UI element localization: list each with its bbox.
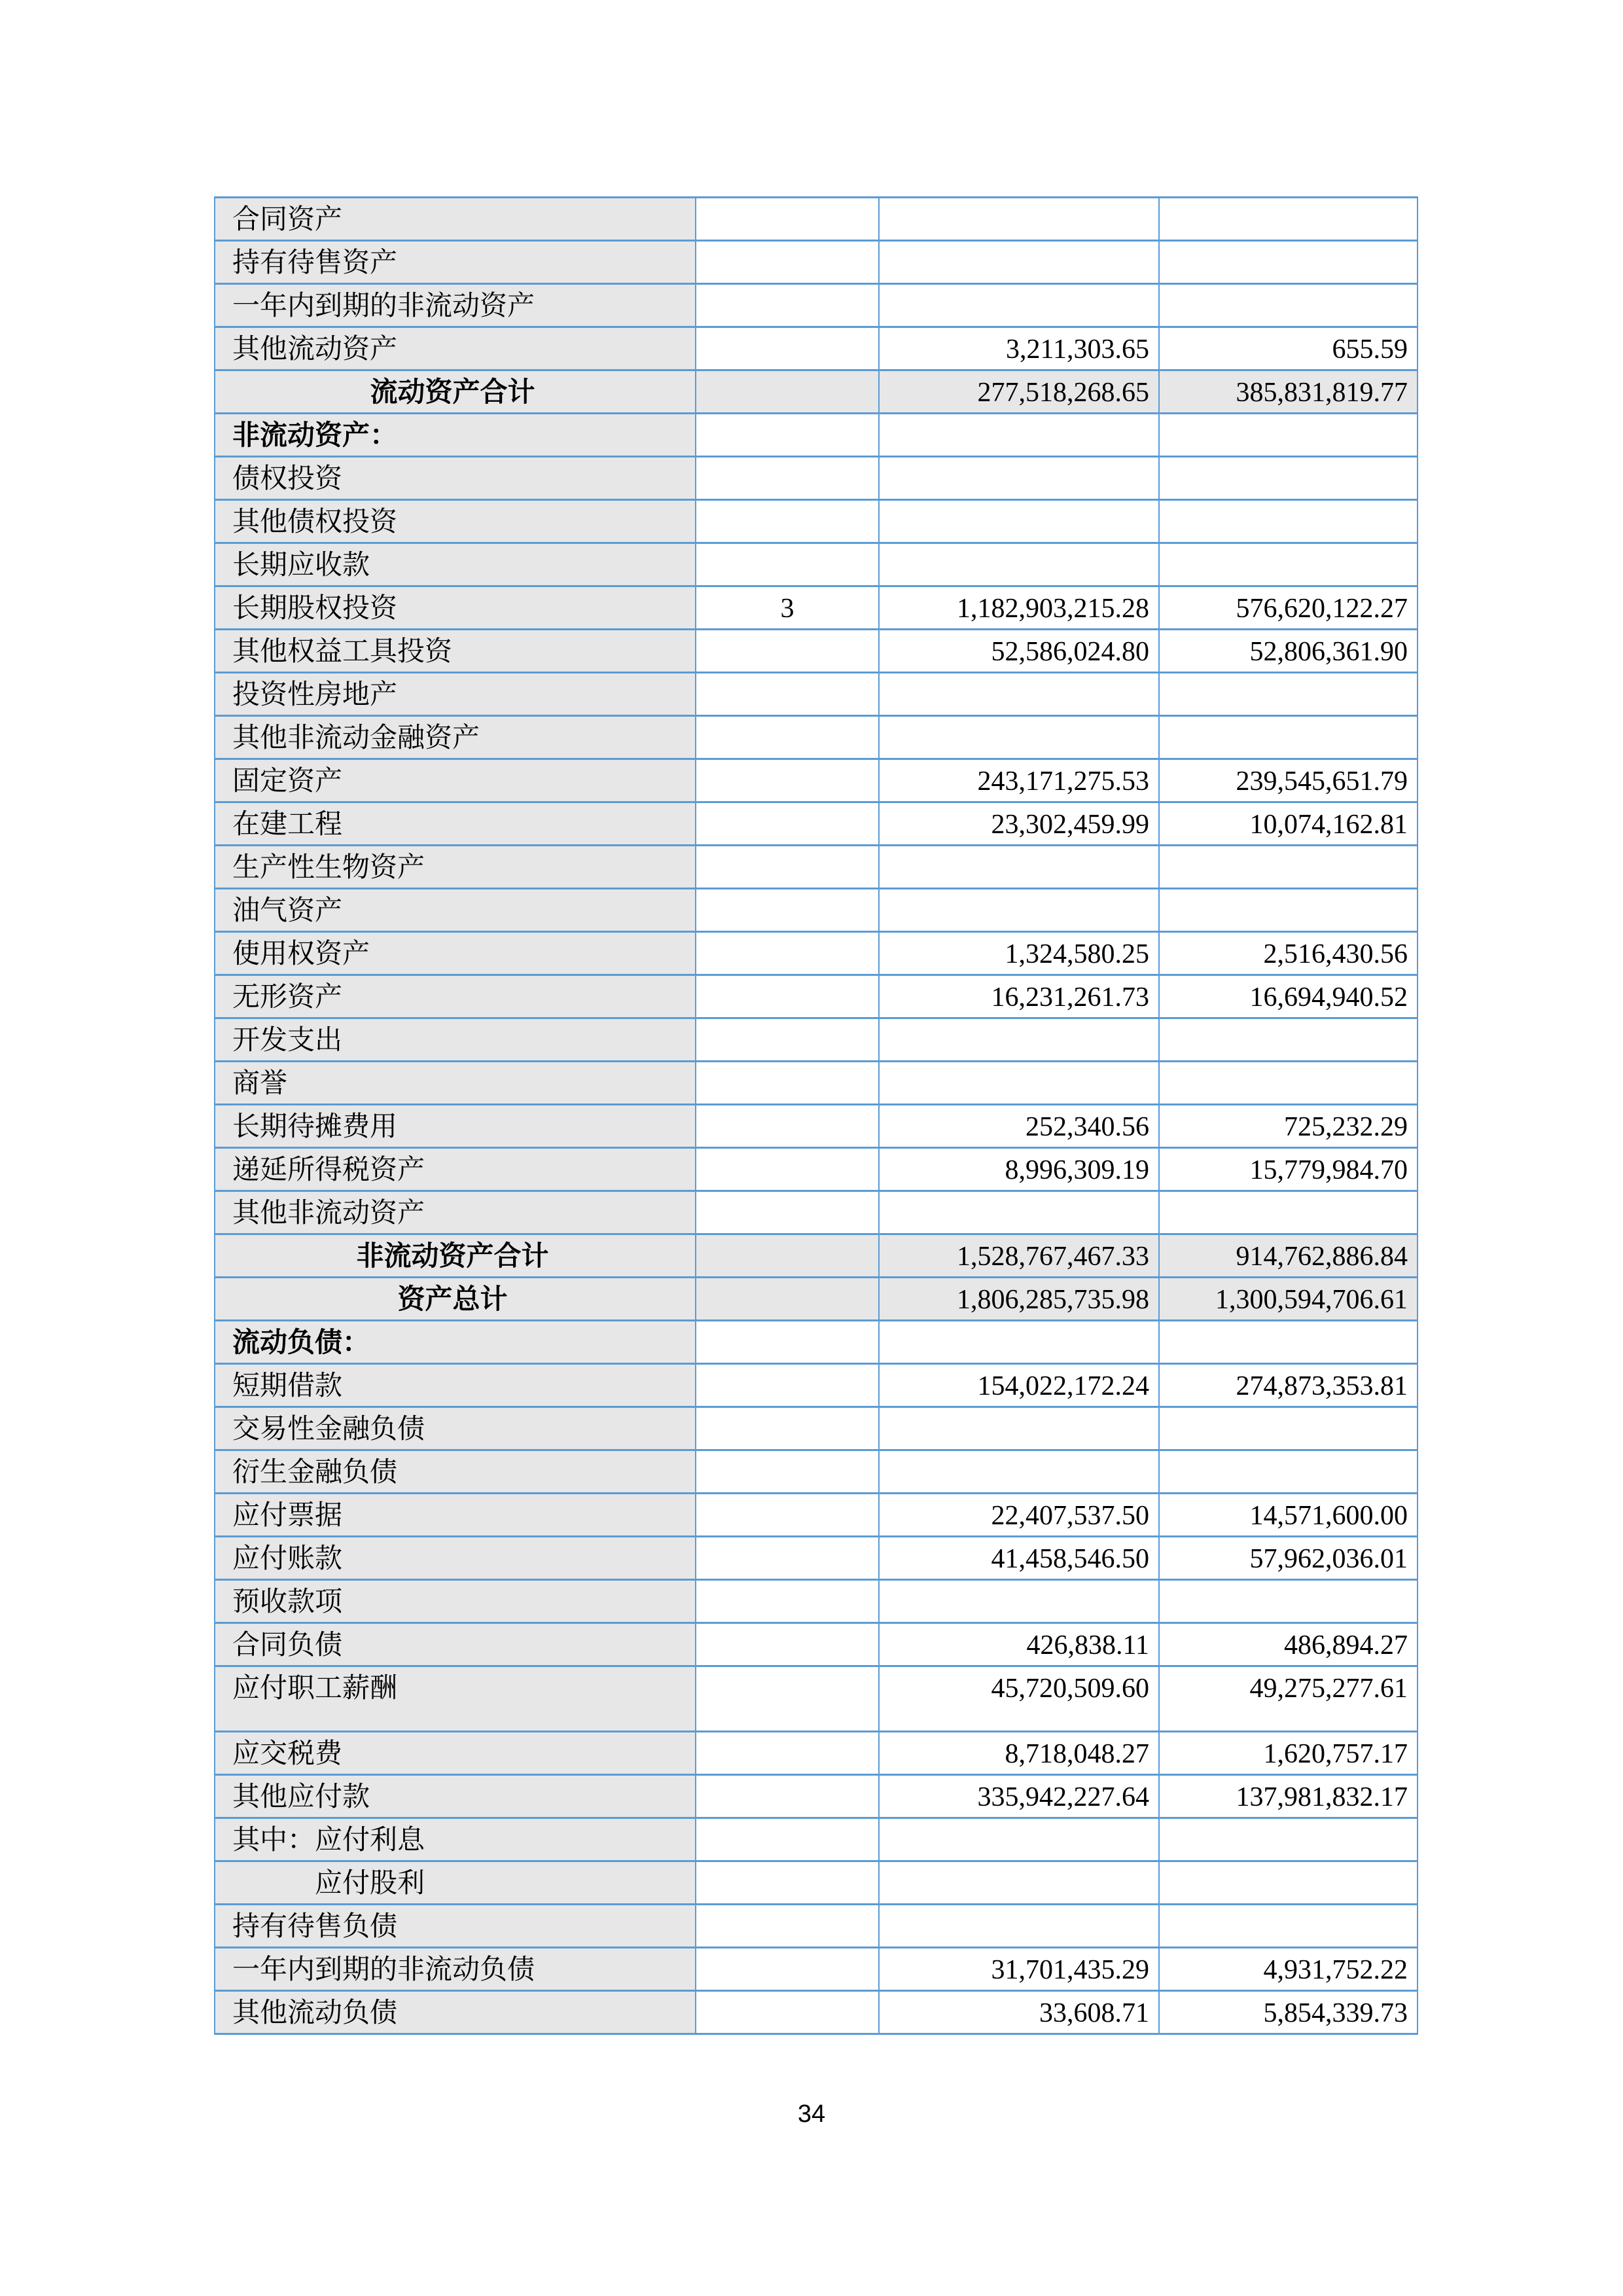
table-row — [215, 1191, 1418, 1234]
table-row — [215, 500, 1418, 543]
row-label-cell: 非流动资产合计 — [215, 1234, 696, 1278]
note-number-cell — [696, 1861, 879, 1905]
prior-period-amount-cell: 2,516,430.56 — [1159, 932, 1418, 975]
row-label-cell: 投资性房地产 — [215, 673, 696, 716]
note-number-cell — [696, 284, 879, 327]
current-period-amount-cell: 52,586,024.80 — [879, 630, 1159, 673]
prior-period-amount-cell: 239,545,651.79 — [1159, 759, 1418, 802]
table-row — [215, 241, 1418, 284]
row-label-cell: 其他非流动金融资产 — [215, 716, 696, 759]
current-period-amount-cell — [879, 889, 1159, 932]
note-number-cell — [696, 1948, 879, 1991]
note-number-cell — [696, 1234, 879, 1278]
current-period-amount-cell: 8,996,309.19 — [879, 1148, 1159, 1191]
row-label-cell: 交易性金融负债 — [215, 1407, 696, 1450]
table-row — [215, 1991, 1418, 2034]
note-number-cell — [696, 975, 879, 1018]
prior-period-amount-cell: 15,779,984.70 — [1159, 1148, 1418, 1191]
note-number-cell — [696, 241, 879, 284]
prior-period-amount-cell — [1159, 1818, 1418, 1861]
prior-period-amount-cell — [1159, 414, 1418, 457]
note-number-cell — [696, 198, 879, 241]
note-number-cell — [696, 1018, 879, 1062]
current-period-amount-cell: 1,528,767,467.33 — [879, 1234, 1159, 1278]
current-period-amount-cell: 243,171,275.53 — [879, 759, 1159, 802]
current-period-amount-cell: 33,608.71 — [879, 1991, 1159, 2034]
row-label-cell: 开发支出 — [215, 1018, 696, 1062]
prior-period-amount-cell — [1159, 241, 1418, 284]
current-period-amount-cell: 1,324,580.25 — [879, 932, 1159, 975]
note-number-cell — [696, 673, 879, 716]
current-period-amount-cell — [879, 284, 1159, 327]
current-period-amount-cell — [879, 1905, 1159, 1948]
note-number-cell — [696, 1905, 879, 1948]
prior-period-amount-cell: 10,074,162.81 — [1159, 802, 1418, 846]
current-period-amount-cell — [879, 414, 1159, 457]
table-row — [215, 1948, 1418, 1991]
note-number-cell — [696, 1191, 879, 1234]
prior-period-amount-cell — [1159, 1018, 1418, 1062]
current-period-amount-cell — [879, 1321, 1159, 1364]
current-period-amount-cell — [879, 1450, 1159, 1494]
note-number-cell — [696, 802, 879, 846]
row-label-cell: 无形资产 — [215, 975, 696, 1018]
prior-period-amount-cell: 16,694,940.52 — [1159, 975, 1418, 1018]
table-row — [215, 414, 1418, 457]
row-label-cell: 合同负债 — [215, 1623, 696, 1666]
current-period-amount-cell: 154,022,172.24 — [879, 1364, 1159, 1407]
table-row — [215, 802, 1418, 846]
row-label-cell: 应付账款 — [215, 1537, 696, 1580]
prior-period-amount-cell: 486,894.27 — [1159, 1623, 1418, 1666]
current-period-amount-cell: 16,231,261.73 — [879, 975, 1159, 1018]
table-row — [215, 1905, 1418, 1948]
prior-period-amount-cell: 57,962,036.01 — [1159, 1537, 1418, 1580]
note-number-cell — [696, 1062, 879, 1105]
note-number-cell — [696, 327, 879, 370]
table-row — [215, 1105, 1418, 1148]
note-number-cell — [696, 1580, 879, 1623]
note-number-cell — [696, 846, 879, 889]
current-period-amount-cell: 8,718,048.27 — [879, 1732, 1159, 1775]
current-period-amount-cell — [879, 1062, 1159, 1105]
balance-sheet-table — [214, 196, 1418, 2035]
prior-period-amount-cell — [1159, 889, 1418, 932]
prior-period-amount-cell: 52,806,361.90 — [1159, 630, 1418, 673]
table-row — [215, 1666, 1418, 1732]
note-number-cell — [696, 1623, 879, 1666]
table-row — [215, 543, 1418, 586]
row-label-cell: 一年内到期的非流动资产 — [215, 284, 696, 327]
prior-period-amount-cell — [1159, 543, 1418, 586]
prior-period-amount-cell — [1159, 284, 1418, 327]
row-label-cell: 短期借款 — [215, 1364, 696, 1407]
note-number-cell — [696, 716, 879, 759]
prior-period-amount-cell: 274,873,353.81 — [1159, 1364, 1418, 1407]
prior-period-amount-cell — [1159, 198, 1418, 241]
prior-period-amount-cell: 655.59 — [1159, 327, 1418, 370]
row-label-cell: 商誉 — [215, 1062, 696, 1105]
prior-period-amount-cell — [1159, 1905, 1418, 1948]
page-number: 34 — [797, 2100, 826, 2128]
note-number-cell — [696, 1450, 879, 1494]
prior-period-amount-cell: 5,854,339.73 — [1159, 1991, 1418, 2034]
row-label-cell: 长期股权投资 — [215, 586, 696, 630]
note-number-cell — [696, 500, 879, 543]
table-row — [215, 1018, 1418, 1062]
table-row — [215, 889, 1418, 932]
note-number-cell — [696, 1278, 879, 1321]
table-row — [215, 198, 1418, 241]
note-number-cell — [696, 1818, 879, 1861]
current-period-amount-cell — [879, 500, 1159, 543]
prior-period-amount-cell: 576,620,122.27 — [1159, 586, 1418, 630]
note-number-cell — [696, 1732, 879, 1775]
note-number-cell — [696, 1494, 879, 1537]
table-row — [215, 1494, 1418, 1537]
current-period-amount-cell: 23,302,459.99 — [879, 802, 1159, 846]
current-period-amount-cell: 45,720,509.60 — [879, 1666, 1159, 1732]
row-label-cell: 其他债权投资 — [215, 500, 696, 543]
prior-period-amount-cell: 49,275,277.61 — [1159, 1666, 1418, 1732]
prior-period-amount-cell — [1159, 1062, 1418, 1105]
prior-period-amount-cell — [1159, 457, 1418, 500]
table-row — [215, 975, 1418, 1018]
current-period-amount-cell — [879, 457, 1159, 500]
row-label-cell: 使用权资产 — [215, 932, 696, 975]
table-row — [215, 1732, 1418, 1775]
row-label-cell: 应付职工薪酬 — [215, 1666, 696, 1732]
current-period-amount-cell — [879, 198, 1159, 241]
row-label-cell: 长期应收款 — [215, 543, 696, 586]
table-row — [215, 673, 1418, 716]
current-period-amount-cell — [879, 1018, 1159, 1062]
row-label-cell: 非流动资产： — [215, 414, 696, 457]
table-row — [215, 370, 1418, 414]
row-label-cell: 其他流动负债 — [215, 1991, 696, 2034]
current-period-amount-cell: 426,838.11 — [879, 1623, 1159, 1666]
row-label-cell: 应付票据 — [215, 1494, 696, 1537]
row-label-cell: 其他权益工具投资 — [215, 630, 696, 673]
row-label-cell: 油气资产 — [215, 889, 696, 932]
table-row — [215, 586, 1418, 630]
prior-period-amount-cell — [1159, 673, 1418, 716]
current-period-amount-cell — [879, 1191, 1159, 1234]
prior-period-amount-cell — [1159, 1861, 1418, 1905]
note-number-cell — [696, 1407, 879, 1450]
row-label-cell: 其他流动资产 — [215, 327, 696, 370]
row-label-cell: 其中：应付利息 — [215, 1818, 696, 1861]
note-number-cell — [696, 1105, 879, 1148]
prior-period-amount-cell: 1,300,594,706.61 — [1159, 1278, 1418, 1321]
table-row — [215, 1818, 1418, 1861]
table-row — [215, 1623, 1418, 1666]
prior-period-amount-cell — [1159, 1580, 1418, 1623]
table-row — [215, 1861, 1418, 1905]
row-label-cell: 在建工程 — [215, 802, 696, 846]
prior-period-amount-cell — [1159, 1407, 1418, 1450]
current-period-amount-cell — [879, 1580, 1159, 1623]
table-row — [215, 284, 1418, 327]
current-period-amount-cell — [879, 673, 1159, 716]
note-number-cell — [696, 1666, 879, 1732]
current-period-amount-cell: 31,701,435.29 — [879, 1948, 1159, 1991]
note-number-cell — [696, 1775, 879, 1818]
current-period-amount-cell — [879, 543, 1159, 586]
prior-period-amount-cell: 725,232.29 — [1159, 1105, 1418, 1148]
note-number-cell — [696, 543, 879, 586]
note-number-cell — [696, 1321, 879, 1364]
current-period-amount-cell — [879, 846, 1159, 889]
table-row — [215, 1775, 1418, 1818]
prior-period-amount-cell: 1,620,757.17 — [1159, 1732, 1418, 1775]
table-row — [215, 1234, 1418, 1278]
prior-period-amount-cell — [1159, 1450, 1418, 1494]
note-number-cell — [696, 759, 879, 802]
current-period-amount-cell: 1,806,285,735.98 — [879, 1278, 1159, 1321]
note-number-cell: 3 — [696, 586, 879, 630]
note-number-cell — [696, 370, 879, 414]
table-row — [215, 846, 1418, 889]
current-period-amount-cell: 252,340.56 — [879, 1105, 1159, 1148]
prior-period-amount-cell — [1159, 716, 1418, 759]
prior-period-amount-cell — [1159, 1321, 1418, 1364]
row-label-cell: 递延所得税资产 — [215, 1148, 696, 1191]
row-label-cell: 生产性生物资产 — [215, 846, 696, 889]
note-number-cell — [696, 1364, 879, 1407]
row-label-cell: 应付股利 — [215, 1861, 696, 1905]
note-number-cell — [696, 889, 879, 932]
table-row — [215, 1580, 1418, 1623]
current-period-amount-cell — [879, 1407, 1159, 1450]
current-period-amount-cell: 41,458,546.50 — [879, 1537, 1159, 1580]
current-period-amount-cell: 3,211,303.65 — [879, 327, 1159, 370]
table-row — [215, 1278, 1418, 1321]
note-number-cell — [696, 932, 879, 975]
table-row — [215, 1407, 1418, 1450]
prior-period-amount-cell: 14,571,600.00 — [1159, 1494, 1418, 1537]
table-row — [215, 1450, 1418, 1494]
prior-period-amount-cell: 914,762,886.84 — [1159, 1234, 1418, 1278]
row-label-cell: 流动负债： — [215, 1321, 696, 1364]
row-label-cell: 衍生金融负债 — [215, 1450, 696, 1494]
current-period-amount-cell: 335,942,227.64 — [879, 1775, 1159, 1818]
current-period-amount-cell: 277,518,268.65 — [879, 370, 1159, 414]
note-number-cell — [696, 630, 879, 673]
row-label-cell: 持有待售负债 — [215, 1905, 696, 1948]
table-row — [215, 1321, 1418, 1364]
table-row — [215, 759, 1418, 802]
row-label-cell: 流动资产合计 — [215, 370, 696, 414]
note-number-cell — [696, 1537, 879, 1580]
table-row — [215, 716, 1418, 759]
table-row — [215, 457, 1418, 500]
table-row — [215, 1062, 1418, 1105]
note-number-cell — [696, 1991, 879, 2034]
table-row — [215, 630, 1418, 673]
prior-period-amount-cell — [1159, 500, 1418, 543]
table-row — [215, 1364, 1418, 1407]
row-label-cell: 其他非流动资产 — [215, 1191, 696, 1234]
table-row — [215, 932, 1418, 975]
prior-period-amount-cell — [1159, 1191, 1418, 1234]
row-label-cell: 合同资产 — [215, 198, 696, 241]
row-label-cell: 长期待摊费用 — [215, 1105, 696, 1148]
note-number-cell — [696, 457, 879, 500]
row-label-cell: 其他应付款 — [215, 1775, 696, 1818]
row-label-cell: 预收款项 — [215, 1580, 696, 1623]
table-row — [215, 1537, 1418, 1580]
prior-period-amount-cell — [1159, 846, 1418, 889]
current-period-amount-cell: 1,182,903,215.28 — [879, 586, 1159, 630]
current-period-amount-cell — [879, 716, 1159, 759]
note-number-cell — [696, 414, 879, 457]
row-label-cell: 持有待售资产 — [215, 241, 696, 284]
row-label-cell: 债权投资 — [215, 457, 696, 500]
table-row — [215, 327, 1418, 370]
note-number-cell — [696, 1148, 879, 1191]
row-label-cell: 固定资产 — [215, 759, 696, 802]
row-label-cell: 资产总计 — [215, 1278, 696, 1321]
prior-period-amount-cell: 385,831,819.77 — [1159, 370, 1418, 414]
prior-period-amount-cell: 4,931,752.22 — [1159, 1948, 1418, 1991]
row-label-cell: 一年内到期的非流动负债 — [215, 1948, 696, 1991]
prior-period-amount-cell: 137,981,832.17 — [1159, 1775, 1418, 1818]
table-row — [215, 1148, 1418, 1191]
current-period-amount-cell — [879, 241, 1159, 284]
current-period-amount-cell: 22,407,537.50 — [879, 1494, 1159, 1537]
row-label-cell: 应交税费 — [215, 1732, 696, 1775]
current-period-amount-cell — [879, 1818, 1159, 1861]
current-period-amount-cell — [879, 1861, 1159, 1905]
